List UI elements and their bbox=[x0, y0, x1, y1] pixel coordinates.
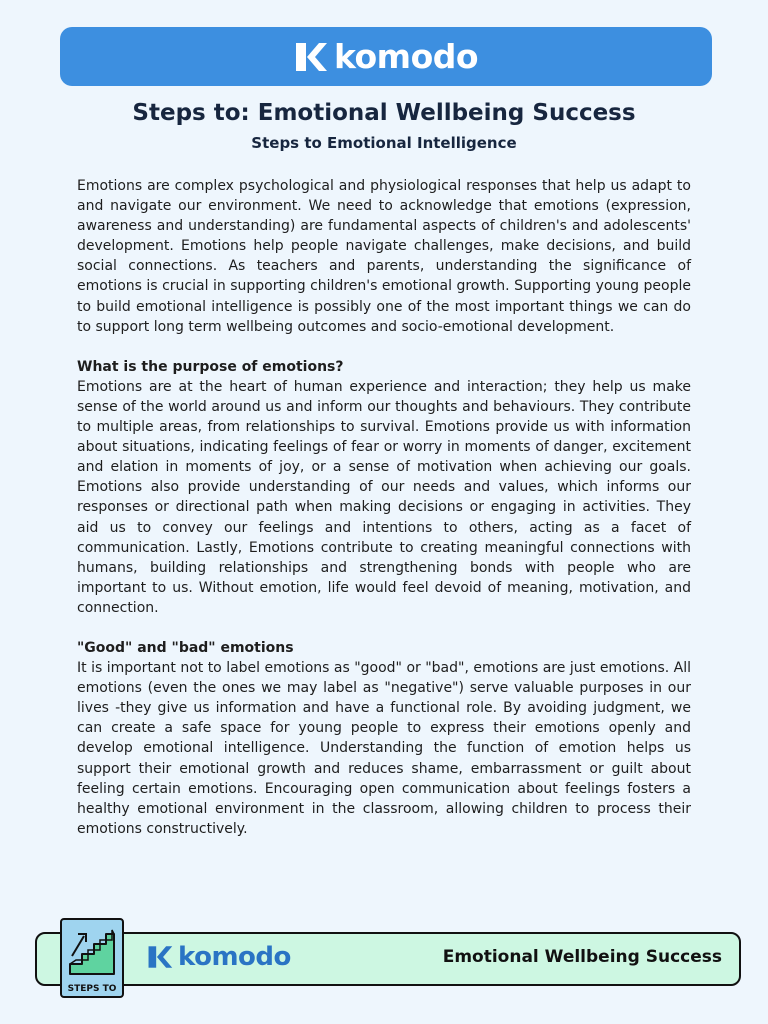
page-subtitle: Steps to Emotional Intelligence bbox=[251, 134, 517, 152]
intro-paragraph: Emotions are complex psychological and physiological responses that help us adapt to and navigate our environment. We need to acknowledge that emotions (expression, awareness and understanding) are fundamental aspects of children's and adolescents' development. Emotions help people navigate challenges, make decisions, and build social connections. As teachers and parents, understanding the significance of emotions is crucial in supporting children's emotional growth. Supporting young people to build emotional intelligence is possibly one of the most important things we can do to support long term wellbeing outcomes and socio-emotional development. bbox=[77, 178, 691, 335]
komodo-k-icon bbox=[294, 42, 328, 72]
logo-text: komodo bbox=[333, 37, 479, 76]
section-body: It is important not to label emotions as "good" or "bad", emotions are just emotions. All emotions (even the ones we may label as "negative") serve valuable purposes in our lives -they give us information and have a functional role. By avoiding judgment, we can create a safe space for young people to express their emotions openly and develop emotional intelligence. Understanding the function of emotion helps us support their emotional growth and reduces shame, embarrassment or guilt about feeling certain emotions. Encouraging open communication about feelings fosters a healthy emotional environment in the classroom, allowing children to process their emotions constructively. bbox=[77, 660, 691, 837]
article-body bbox=[77, 176, 691, 859]
section-body: Emotions are at the heart of human experience and interaction; they help us make sense of the world around us and inform our thoughts and behaviours. They contribute to multiple areas, from relationships to survival. Emotions provide us with information about situations, indicating feelings of fear or worry in moments of danger, excitement and elation in moments of joy, or a sense of motivation when achieving our goals. Emotions also provide understanding of our needs and values, which informs our responses or directional path when making decisions or engaging in activities. They aid us to convey our feelings and intentions to others, acting as a facet of communication. Lastly, Emotions contribute to creating meaningful connections with humans, building relationships and strengthening bonds with people who are important to us. Without emotion, life would feel devoid of meaning, motivation, and connection. bbox=[77, 378, 691, 616]
komodo-k-icon bbox=[147, 945, 173, 969]
steps-badge bbox=[60, 918, 124, 998]
footer-logo-text: komodo bbox=[178, 942, 291, 972]
header-banner bbox=[60, 27, 712, 86]
section-heading: "Good" and "bad" emotions bbox=[77, 639, 294, 656]
section-heading: What is the purpose of emotions? bbox=[77, 358, 344, 375]
steps-badge-label: STEPS TO bbox=[67, 984, 117, 994]
footer-komodo-logo bbox=[147, 942, 291, 972]
footer-title: Emotional Wellbeing Success bbox=[442, 947, 722, 967]
section-purpose bbox=[77, 357, 691, 618]
stairs-icon bbox=[62, 922, 122, 982]
page-title: Steps to: Emotional Wellbeing Success bbox=[132, 100, 636, 126]
komodo-logo bbox=[294, 37, 478, 76]
section-good-bad bbox=[77, 638, 691, 839]
